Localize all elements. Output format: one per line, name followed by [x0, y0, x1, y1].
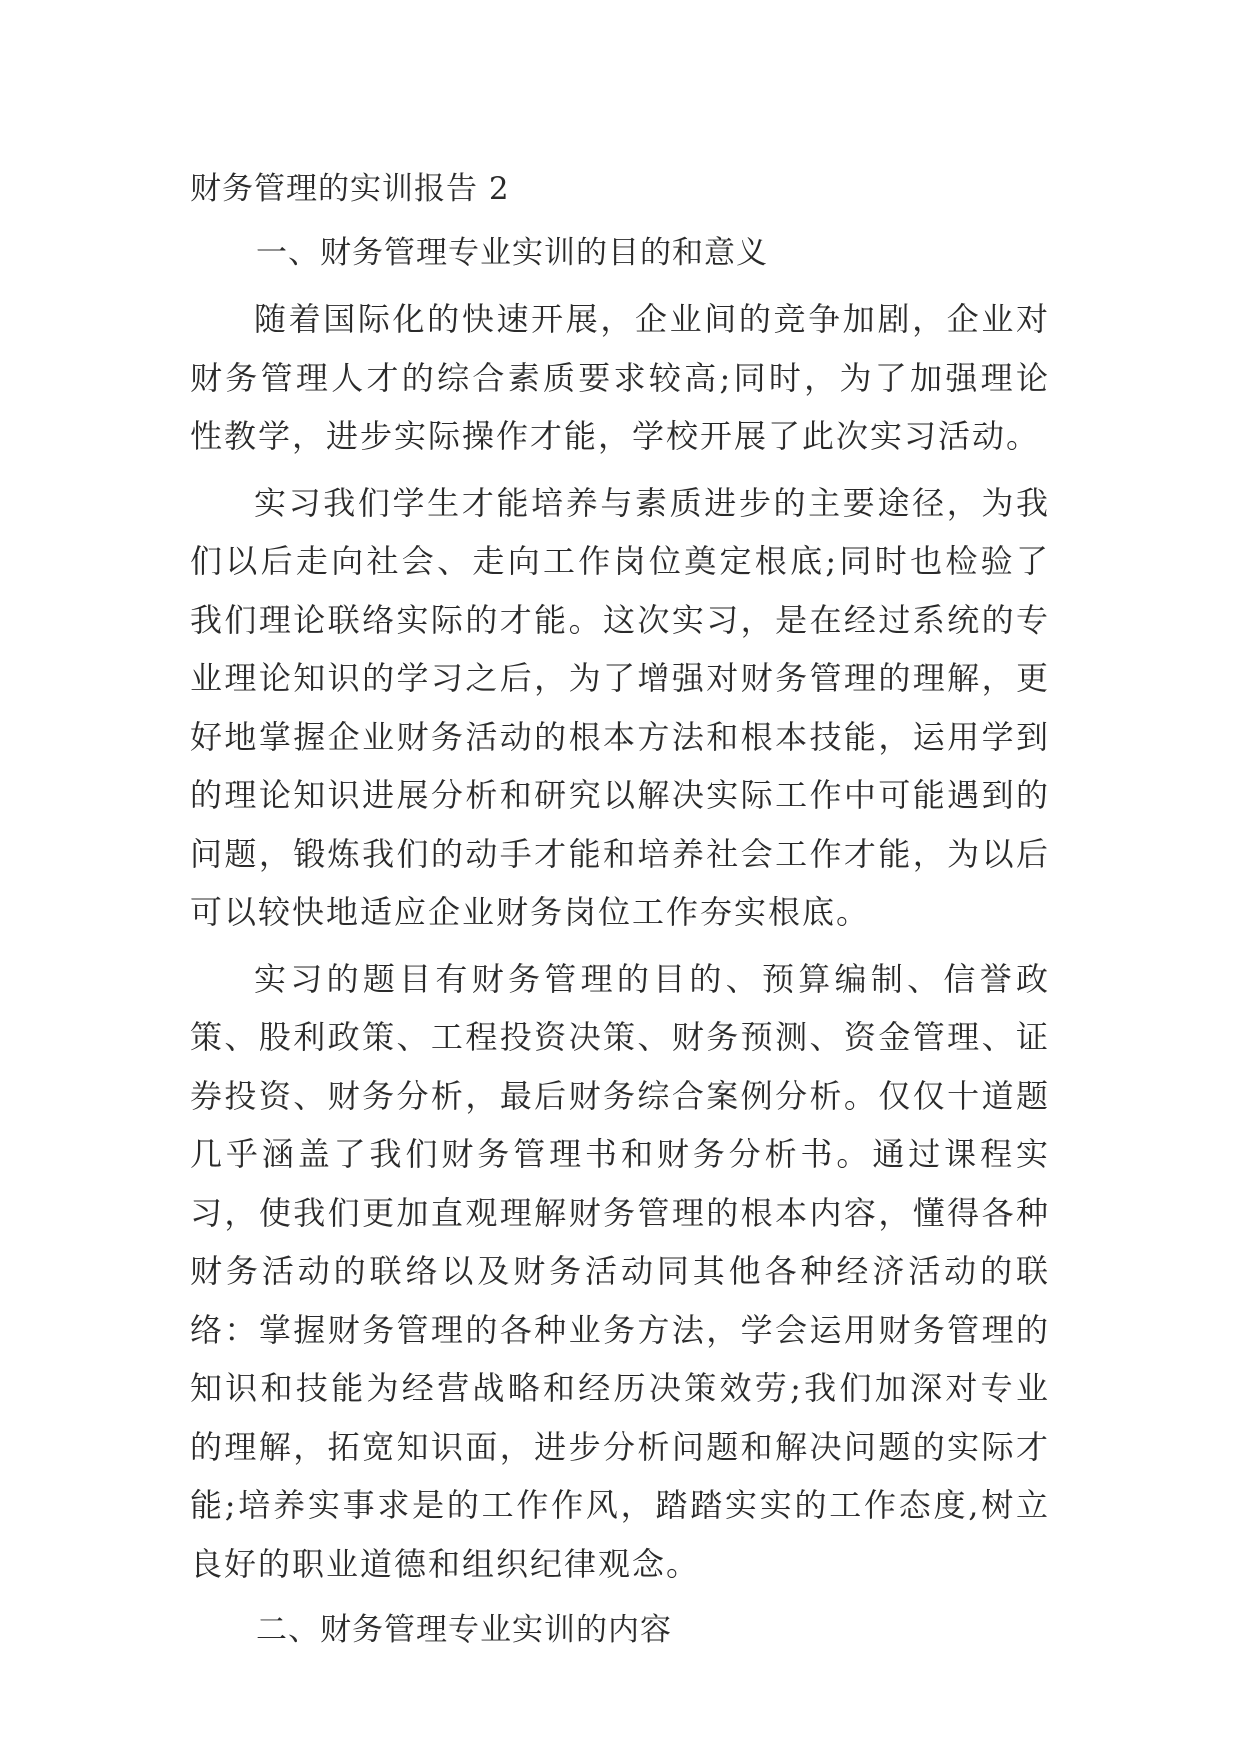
document-title: 财务管理的实训报告 2	[190, 171, 510, 207]
paragraph-topics: 实习的题目有财务管理的目的、预算编制、信誉政策、股利政策、工程投资决策、财务预测、资金管理、证券投资、财务分析，最后财务综合案例分析。仅仅十道题几乎涵盖了我们财务管理书和财务分析书。通过课程实习，使我们更加直观理解财务管理的根本内容，懂得各种财务活动的联络以及财务活动同其他各种经济活动的联络：掌握财务管理的各种业务方法，学会运用财务管理的知识和技能为经营战略和经历决策效劳;我们加深对专业的理解，拓宽知识面，进步分析问题和解决问题的实际才能;培养实事求是的工作作风，踏踏实实的工作态度,树立良好的职业道德和组织纪律观念。	[190, 959, 1050, 1583]
paragraph-significance: 实习我们学生才能培养与素质进步的主要途径，为我们以后走向社会、走向工作岗位奠定根底;同时也检验了我们理论联络实际的才能。这次实习，是在经过系统的专业理论知识的学习之后，为了增强对财务管理的理解，更好地掌握企业财务活动的根本方法和根本技能，运用学到的理论知识进展分析和研究以解决实际工作中可能遇到的问题，锻炼我们的动手才能和培养社会工作才能，为以后可以较快地适应企业财务岗位工作夯实根底。	[190, 483, 1050, 931]
section-heading-content: 二、财务管理专业实训的内容	[256, 1612, 672, 1648]
document-page	[190, 160, 1050, 1659]
paragraph-background: 随着国际化的快速开展，企业间的竞争加剧，企业对财务管理人才的综合素质要求较高;同时，为了加强理论性教学，进步实际操作才能，学校开展了此次实习活动。	[190, 300, 1050, 455]
section-heading-purpose: 一、财务管理专业实训的目的和意义	[256, 235, 768, 271]
